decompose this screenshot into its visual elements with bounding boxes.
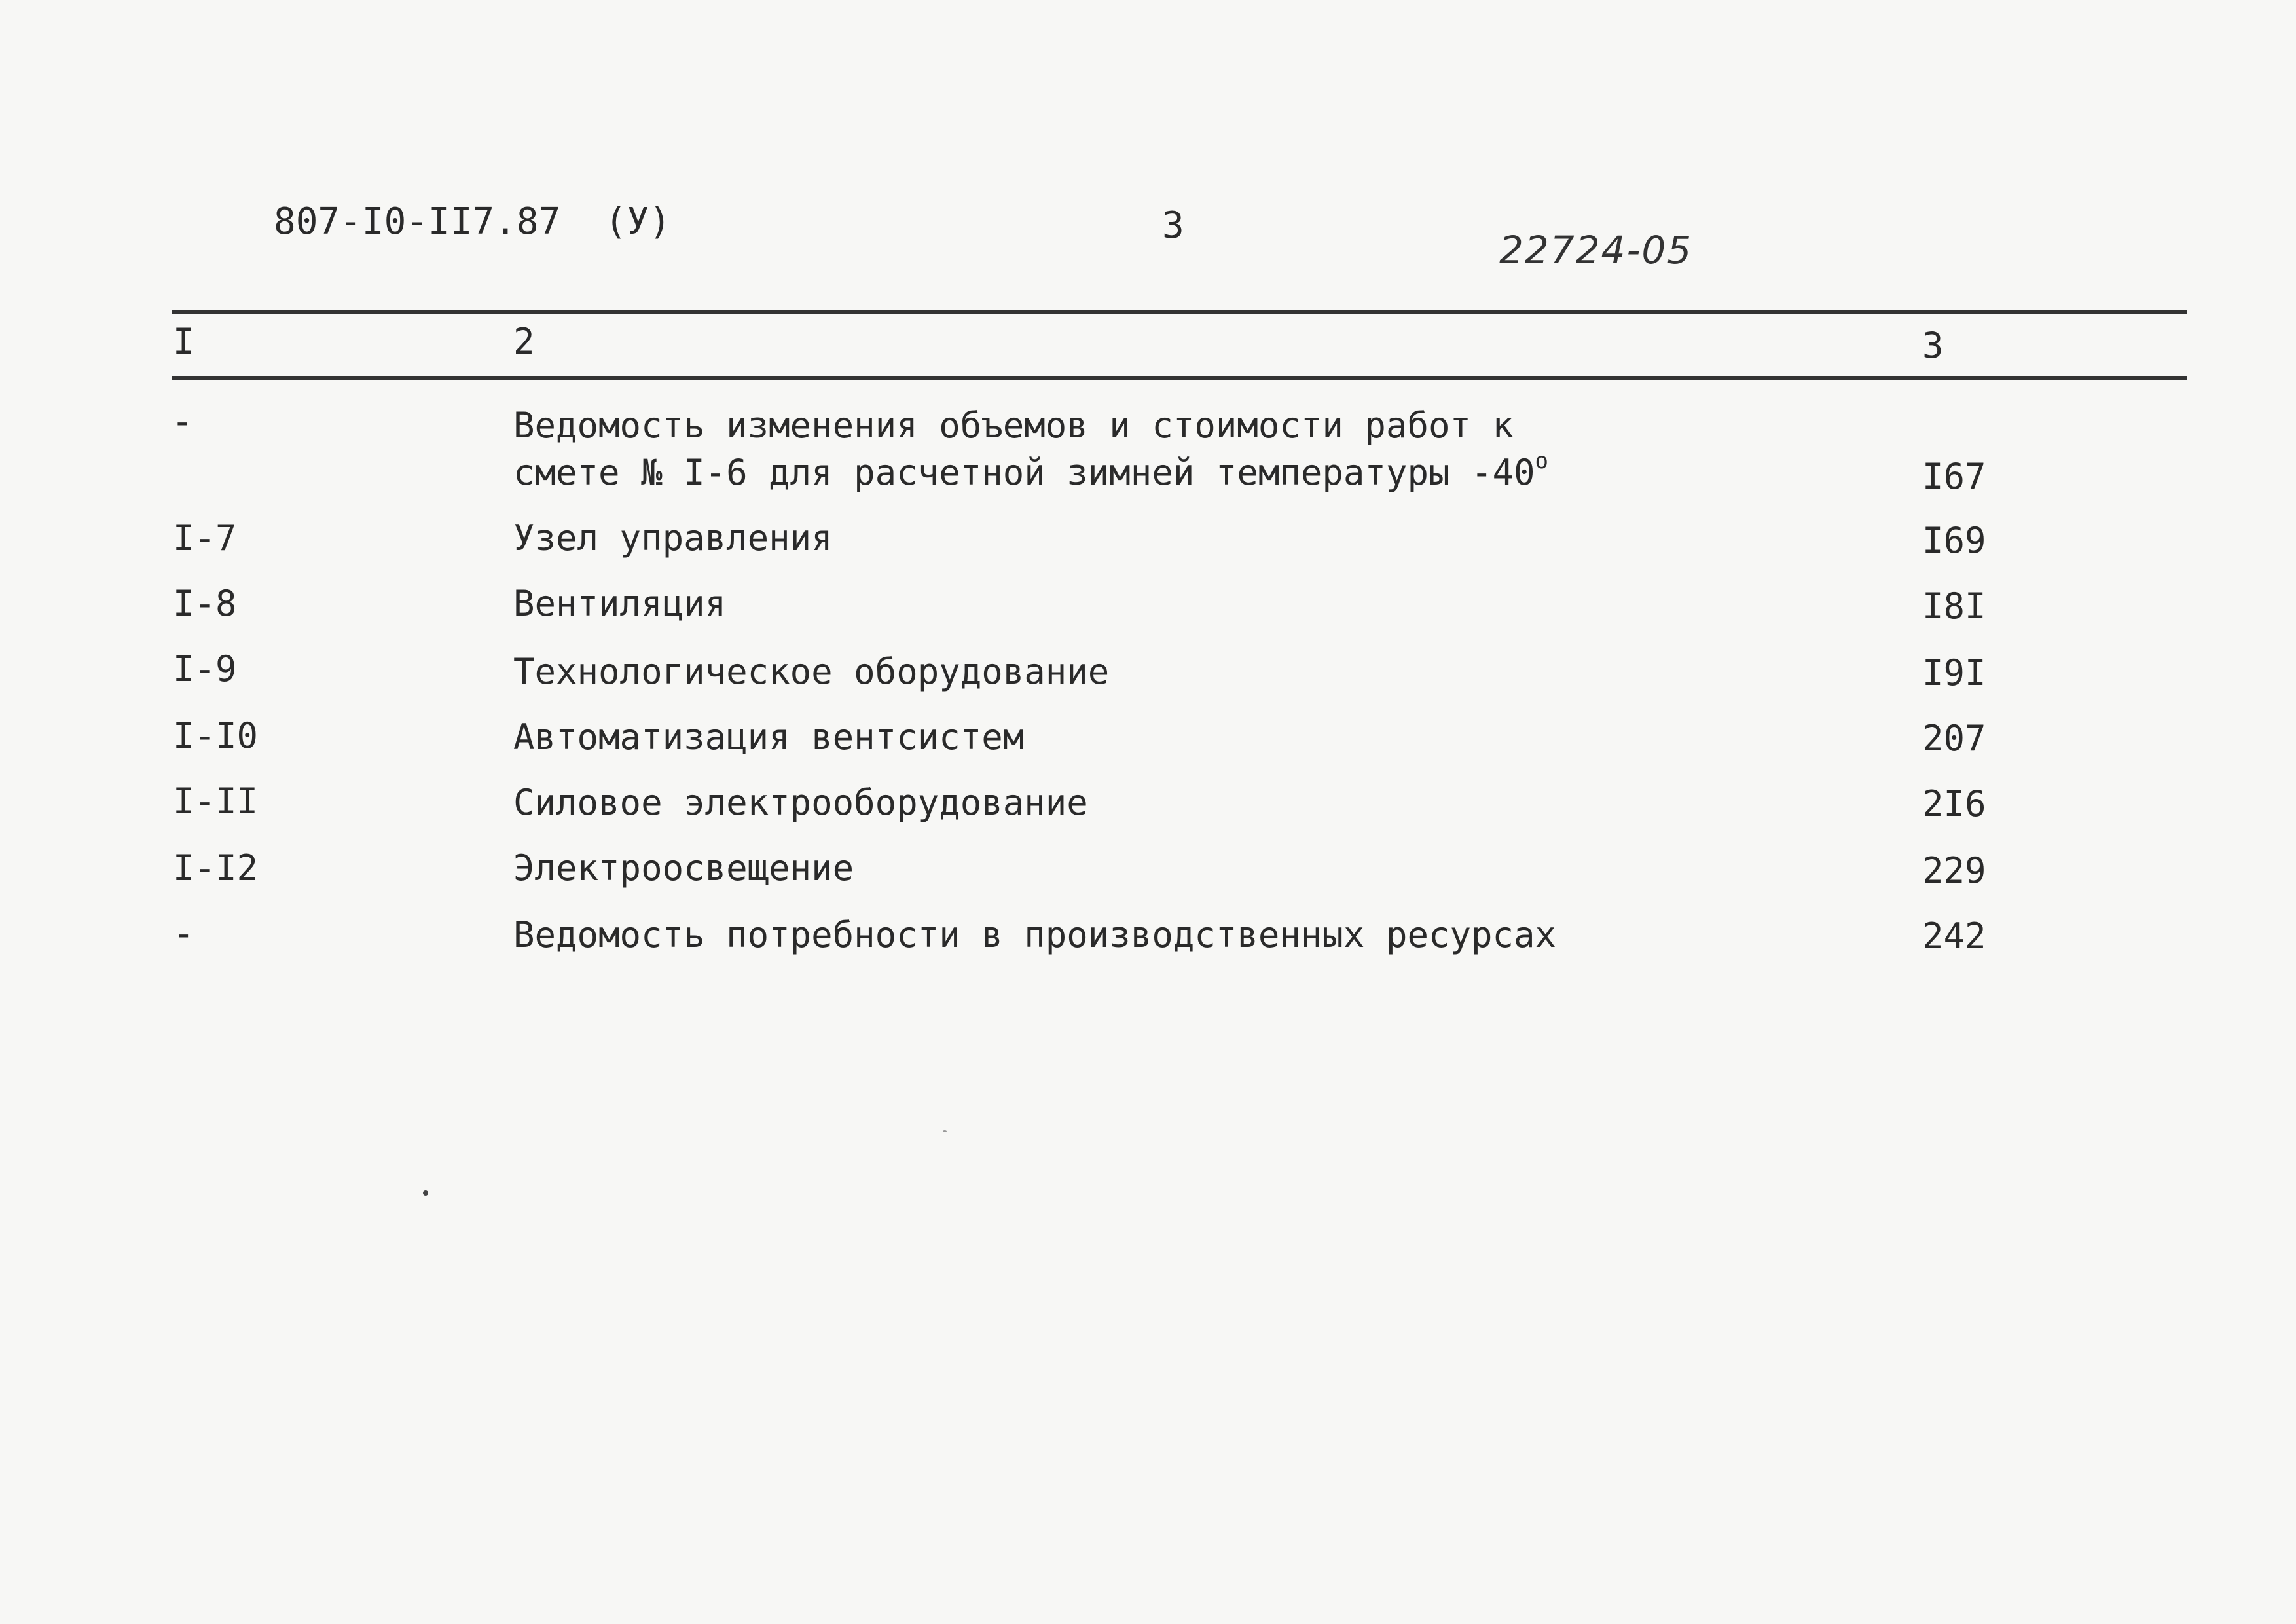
- row-page: 207: [1922, 718, 1986, 759]
- row-code: -: [173, 913, 194, 954]
- row-page: 229: [1922, 850, 1986, 891]
- document-code: [274, 200, 671, 243]
- row-code: I-8: [173, 583, 237, 624]
- column-header-3: 3: [1922, 325, 1944, 366]
- row-page: 2I6: [1922, 783, 1986, 824]
- row-name-line-2: [513, 448, 1548, 493]
- row-code: -: [172, 401, 193, 442]
- row-name: Электроосвещение: [513, 847, 854, 889]
- row-name: Силовое электрооборудование: [513, 782, 1088, 823]
- column-header-2: 2: [513, 321, 535, 362]
- table-top-rule: [172, 310, 2187, 314]
- row-name: Автоматизация вентсистем: [513, 716, 1025, 758]
- row-name: Ведомость потребности в производственных ресурсах: [513, 914, 1557, 955]
- degree-mark: о: [1535, 448, 1548, 474]
- scan-speck: [943, 1130, 947, 1132]
- row-name-line-1: Ведомость изменения объемов и стоимости работ к: [513, 405, 1514, 446]
- row-code: I-I2: [173, 847, 259, 889]
- row-code: I-I0: [173, 715, 259, 756]
- document-code-variant: (У): [604, 200, 671, 243]
- row-name: Технологическое оборудование: [513, 651, 1110, 692]
- page-number: 3: [1162, 204, 1184, 247]
- row-name: Вентиляция: [513, 583, 727, 624]
- row-name: Узел управления: [513, 517, 833, 559]
- inventory-number-handwritten: 22724-05: [1499, 228, 1693, 272]
- row-page: I8I: [1922, 585, 1986, 627]
- table-header-rule: [172, 376, 2187, 380]
- column-header-1: I: [173, 321, 194, 362]
- row-page: I67: [1922, 456, 1986, 497]
- row-code: I-9: [173, 648, 237, 690]
- row-page: I69: [1922, 520, 1986, 561]
- scan-speck: [423, 1190, 428, 1196]
- row-page: I9I: [1922, 652, 1986, 693]
- document-code-number: 807-I0-II7.87: [274, 200, 561, 243]
- row-code: I-II: [173, 781, 259, 822]
- row-code: I-7: [173, 517, 237, 559]
- row-name-line-2-text: смете № I-6 для расчетной зимней температуры -40: [513, 452, 1535, 493]
- row-page: 242: [1922, 915, 1986, 957]
